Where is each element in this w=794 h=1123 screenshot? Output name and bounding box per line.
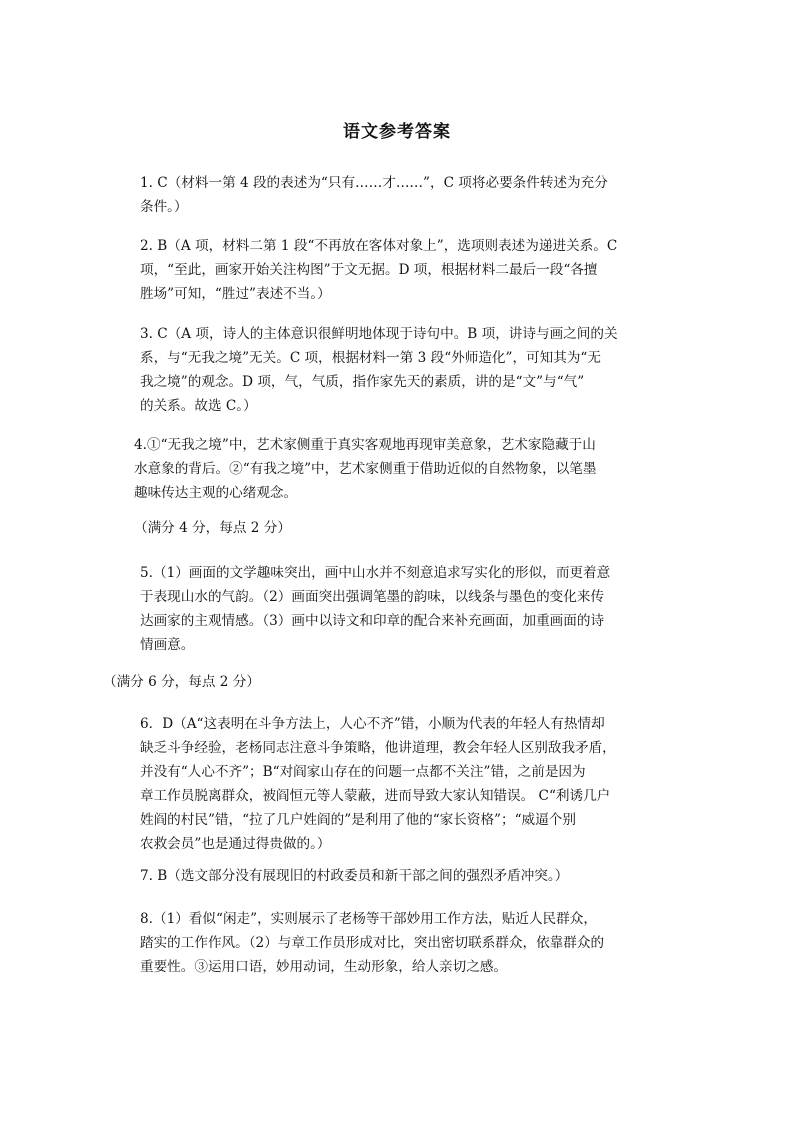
- page-title: 语文参考答案: [343, 122, 451, 142]
- answer-6-line: 6．D（A“这表明在斗争方法上，人心不齐”错，小顺为代表的年轻人有热情却: [140, 716, 605, 732]
- answer-3-line: 的关系。故选 C。）: [140, 398, 257, 414]
- answer-2: [140, 234, 665, 306]
- answer-8-line: 8.（1）看似“闲走”，实则展示了老杨等干部妙用工作方法，贴近人民群众，: [140, 911, 597, 927]
- answer-3-line: 3. C（A 项，诗人的主体意识很鲜明地体现于诗句中。B 项，讲诗与画之间的关: [140, 326, 618, 342]
- answer-5-line: 5.（1）画面的文学趣味突出，画中山水并不刻意追求写实化的形似，而更着意: [140, 565, 611, 581]
- answer-3-line: 系，与“无我之境”无关。C 项，根据材料一第 3 段“外师造化”，可知其为“无: [140, 350, 601, 366]
- answer-1: [140, 171, 665, 219]
- answer-6-line: 农救会员”也是通过得贵做的。）: [140, 836, 331, 852]
- answer-8-line: 踏实的工作作风。（2）与章工作员形成对比，突出密切联系群众，依靠群众的: [140, 935, 605, 951]
- answer-5-line: 于表现山水的气韵。（2）画面突出强调笔墨的韵味，以线条与墨色的变化来传: [140, 589, 605, 605]
- answer-5: [140, 561, 665, 657]
- answer-1-line: 1. C（材料一第 4 段的表述为“只有……才……”，C 项将必要条件转述为充分: [140, 175, 608, 191]
- answer-6-line: 并没有“人心不齐”；B“对阎家山存在的问题一点都不关注”错，之前是因为: [140, 764, 586, 780]
- answer-7-line: 7. B（选文部分没有展现旧的村政委员和新干部之间的强烈矛盾冲突。）: [140, 868, 569, 884]
- answer-4-line: 水意象的背后。②“有我之境”中，艺术家侧重于借助近似的自然物象，以笔墨: [134, 461, 597, 477]
- answer-8-line: 重要性。③运用口语，妙用动词，生动形象，给人亲切之感。: [140, 959, 508, 975]
- answer-4-line: 趣味传达主观的心绪观念。: [134, 485, 298, 501]
- answer-6-line: 姓阎的村民”错，“拉了几户姓阎的”是利用了他的“家长资格”；“威逼个别: [140, 812, 576, 828]
- answer-6-line: 缺乏斗争经验，老杨同志注意斗争策略，他讲道理，教会年轻人区别敌我矛盾，: [140, 740, 616, 756]
- answer-6-line: 章工作员脱离群众，被阎恒元等人蒙蔽，进而导致大家认知错误。 C“利诱几户: [140, 788, 611, 804]
- answer-2-line: 胜场”可知，“胜过”表述不当。）: [140, 286, 331, 302]
- answer-7: [140, 864, 665, 888]
- score-note: （满分 4 分，每点 2 分）: [134, 520, 291, 536]
- score-note: （满分 6 分，每点 2 分）: [103, 674, 260, 690]
- answer-3-line: 我之境”的观念。D 项，气，气质，指作家先天的素质，讲的是“文”与“气”: [140, 374, 585, 390]
- answer-1-line: 条件。）: [140, 199, 188, 215]
- answer-5-score: [103, 670, 628, 694]
- answer-2-line: 2. B（A 项，材料二第 1 段“不再放在客体对象上”，选项则表述为递进关系。C: [140, 238, 618, 254]
- answer-5-line: 达画家的主观情感。（3）画中以诗文和印章的配合来补充画面，加重画面的诗: [140, 613, 605, 629]
- answer-4-line: 4.①“无我之境”中，艺术家侧重于真实客观地再现审美意象，艺术家隐藏于山: [134, 437, 596, 453]
- answer-5-line: 情画意。: [140, 637, 195, 653]
- answer-4-score: [134, 516, 659, 540]
- answer-3: [140, 322, 665, 418]
- answer-2-line: 项，“至此，画家开始关注构图”于文无据。D 项，根据材料二最后一段“各擅: [140, 262, 598, 278]
- answer-6: [140, 712, 665, 856]
- answer-8: [140, 907, 665, 979]
- answer-4: [134, 433, 659, 505]
